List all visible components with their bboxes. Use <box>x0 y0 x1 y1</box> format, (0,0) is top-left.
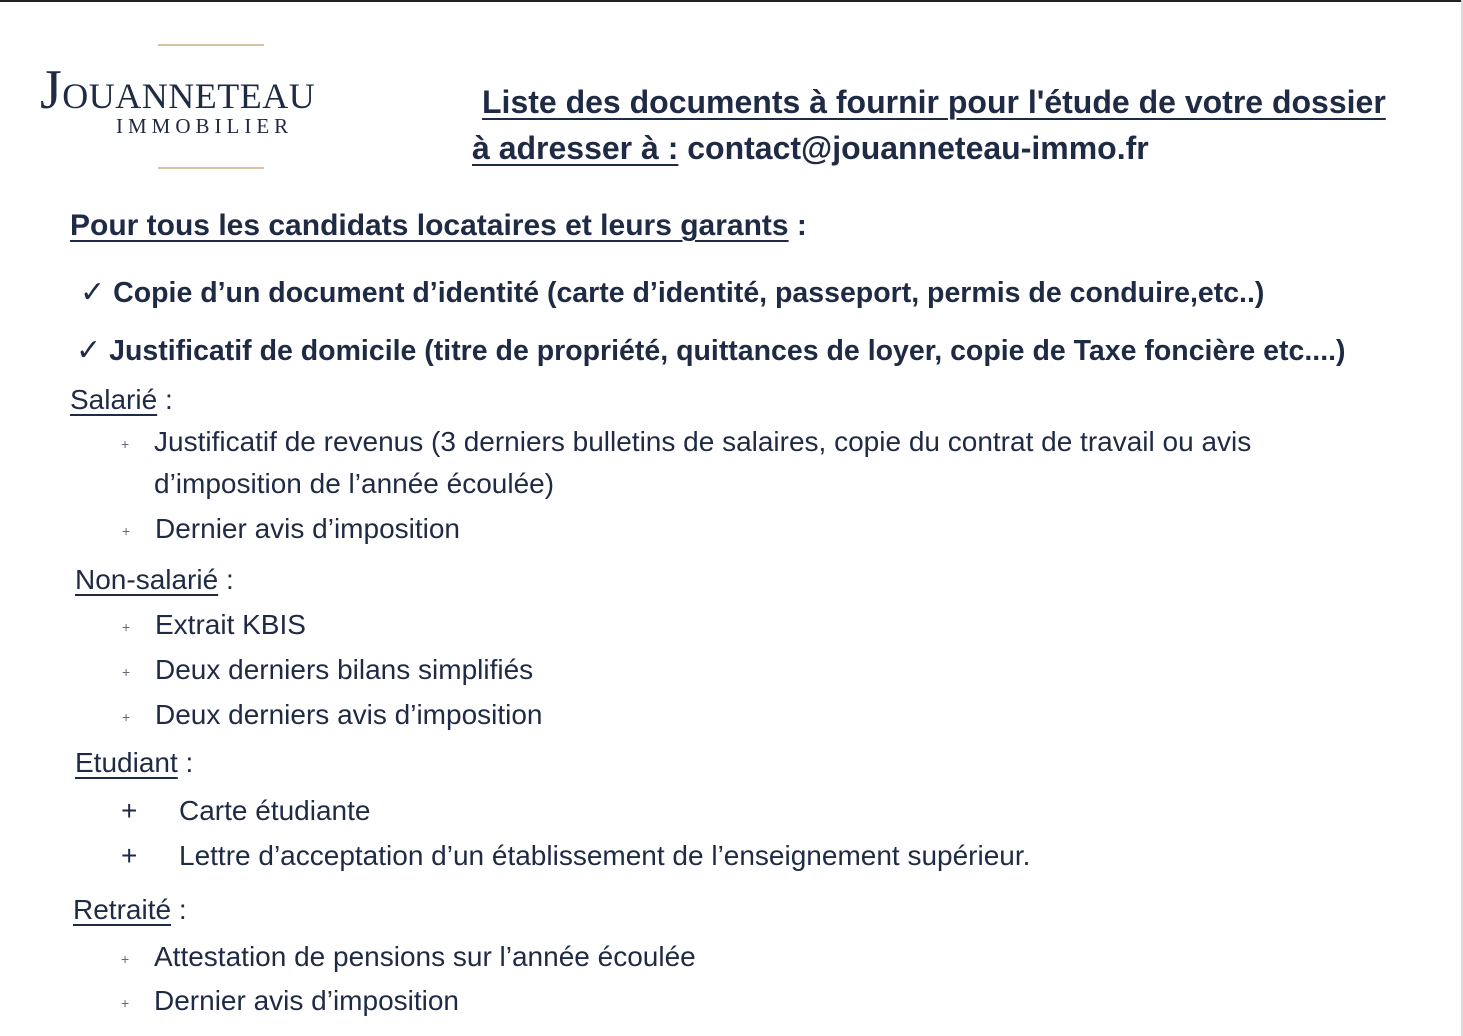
category-non-salarie: Non-salarié : <box>75 564 234 595</box>
address-line <box>472 130 1149 167</box>
list-item: + Deux derniers avis d’imposition <box>155 694 543 736</box>
document-title: Liste des documents à fournir pour l'étude de votre dossier <box>482 84 1386 120</box>
list-item: + Attestation de pensions sur l’année écoulée <box>154 936 696 978</box>
logo-subtitle: IMMOBILIER <box>116 114 294 138</box>
plus-icon: + <box>121 795 138 826</box>
company-logo <box>40 44 385 174</box>
list-item: + Lettre d’acceptation d’un établissement de l’enseignement supérieur. <box>179 835 1030 877</box>
logo-top-rule <box>158 44 264 46</box>
list-item: + Justificatif de revenus (3 derniers bulletins de salaires, copie du contrat de travail ou avis <box>154 421 1251 463</box>
top-border <box>0 0 1463 2</box>
plus-icon: + <box>122 709 131 725</box>
plus-icon: + <box>122 664 131 680</box>
check-item-identity: ✓ Copie d’un document d’identité (carte d’identité, passeport, permis de conduire,etc..) <box>80 275 1265 310</box>
list-item: + Dernier avis d’imposition <box>154 980 459 1022</box>
plus-icon: + <box>122 523 131 539</box>
plus-icon: + <box>121 436 130 452</box>
logo-name: JOUANNETEAU <box>40 59 316 121</box>
plus-icon: + <box>122 619 131 635</box>
list-item: + Carte étudiante <box>179 790 370 832</box>
check-icon: ✓ <box>76 333 102 368</box>
list-item: + Extrait KBIS <box>155 604 306 646</box>
logo-bottom-rule <box>158 167 264 169</box>
list-item-continuation: d’imposition de l’année écoulée) <box>154 468 555 499</box>
all-candidates-heading: Pour tous les candidats locataires et leurs garants : <box>70 209 807 242</box>
list-item: + Deux derniers bilans simplifiés <box>155 649 533 691</box>
list-item: + Dernier avis d’imposition <box>155 508 460 550</box>
category-salarie: Salarié : <box>70 384 173 415</box>
category-etudiant: Etudiant : <box>75 747 194 778</box>
plus-icon: + <box>121 951 130 967</box>
category-retraite: Retraité : <box>73 894 187 925</box>
plus-icon: + <box>121 840 138 871</box>
check-item-domicile: ✓ Justificatif de domicile (titre de propriété, quittances de loyer, copie de Taxe foncière etc....) <box>76 333 1346 368</box>
address-label: à adresser à : <box>472 130 679 166</box>
check-icon: ✓ <box>80 275 106 310</box>
plus-icon: + <box>121 995 130 1011</box>
contact-email-link[interactable]: contact@jouanneteau-immo.fr <box>678 130 1149 166</box>
